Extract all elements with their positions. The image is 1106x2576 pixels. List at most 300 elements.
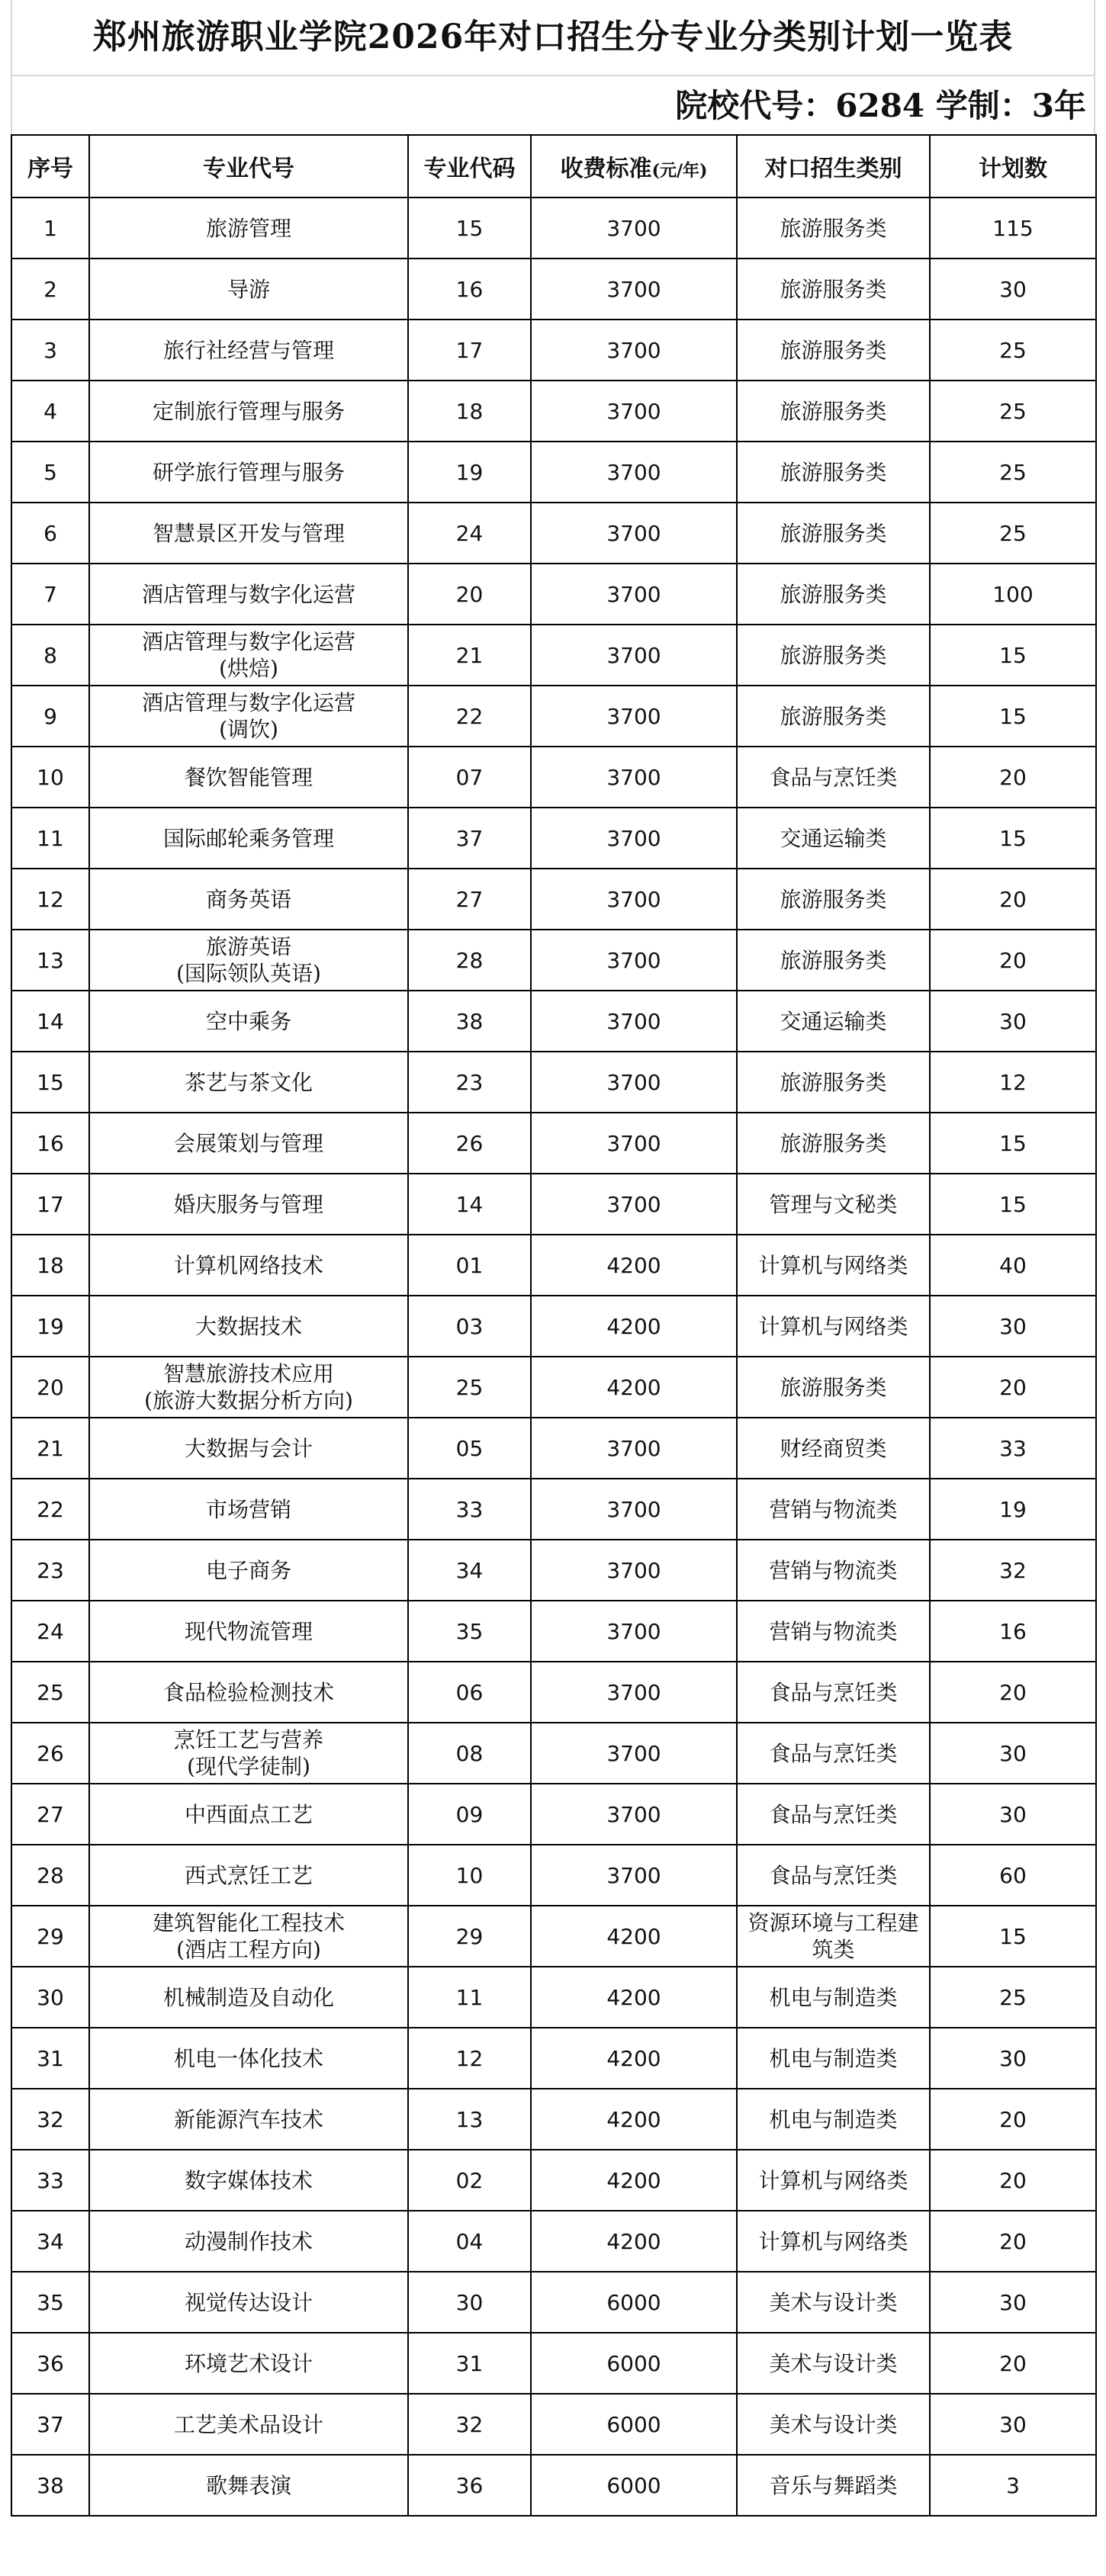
table-row bbox=[11, 442, 1096, 503]
table-row bbox=[11, 2272, 1096, 2333]
cell-seq: 12 bbox=[11, 869, 89, 930]
cell-category-line: 旅游服务类 bbox=[780, 703, 887, 729]
table-row bbox=[11, 1235, 1096, 1296]
cell-major-code: 20 bbox=[408, 564, 531, 625]
cell-major-name-line: (烘焙) bbox=[219, 656, 278, 681]
cell-seq: 3 bbox=[11, 320, 89, 381]
cell-plan: 25 bbox=[930, 503, 1096, 564]
cell-major-code: 31 bbox=[408, 2333, 531, 2394]
cell-category-line: 旅游服务类 bbox=[780, 459, 887, 485]
table-row bbox=[11, 2394, 1096, 2455]
cell-plan: 20 bbox=[930, 1662, 1096, 1723]
cell-major-code: 03 bbox=[408, 1296, 531, 1357]
cell-fee: 3700 bbox=[531, 1052, 737, 1113]
cell-seq: 5 bbox=[11, 442, 89, 503]
cell-category-line: 旅游服务类 bbox=[780, 581, 887, 607]
cell-fee: 3700 bbox=[531, 1113, 737, 1174]
cell-fee: 3700 bbox=[531, 1174, 737, 1235]
cell-major-code: 21 bbox=[408, 625, 531, 686]
cell-fee: 3700 bbox=[531, 564, 737, 625]
cell-major-name bbox=[89, 1357, 408, 1418]
cell-fee: 3700 bbox=[531, 320, 737, 381]
cell-category bbox=[737, 686, 930, 747]
cell-major-name-line: 现代物流管理 bbox=[184, 1618, 313, 1644]
cell-plan: 15 bbox=[930, 686, 1096, 747]
cell-seq: 4 bbox=[11, 381, 89, 442]
table-row bbox=[11, 1113, 1096, 1174]
cell-plan: 15 bbox=[930, 808, 1096, 869]
table-row bbox=[11, 1540, 1096, 1601]
table-row bbox=[11, 1845, 1096, 1906]
cell-plan: 15 bbox=[930, 1113, 1096, 1174]
cell-major-code: 28 bbox=[408, 930, 531, 991]
cell-category-line: 财经商贸类 bbox=[780, 1435, 887, 1461]
cell-major-name bbox=[89, 1174, 408, 1235]
cell-category-line: 旅游服务类 bbox=[780, 886, 887, 912]
cell-fee: 4200 bbox=[531, 1357, 737, 1418]
cell-category bbox=[737, 1784, 930, 1845]
cell-major-code: 30 bbox=[408, 2272, 531, 2333]
cell-major-code: 13 bbox=[408, 2089, 531, 2150]
cell-category bbox=[737, 2394, 930, 2455]
cell-fee: 3700 bbox=[531, 442, 737, 503]
cell-seq: 1 bbox=[11, 198, 89, 259]
table-row bbox=[11, 320, 1096, 381]
cell-major-name-line: (调饮) bbox=[219, 717, 278, 742]
cell-major-name-line: 市场营销 bbox=[205, 1496, 291, 1522]
cell-major-name-line: 酒店管理与数字化运营 bbox=[141, 629, 355, 654]
cell-fee: 3700 bbox=[531, 1723, 737, 1784]
cell-category bbox=[737, 1662, 930, 1723]
cell-seq: 9 bbox=[11, 686, 89, 747]
cell-major-name-line: 烹饪工艺与营养 bbox=[173, 1727, 323, 1752]
cell-fee: 3700 bbox=[531, 930, 737, 991]
cell-plan: 30 bbox=[930, 1723, 1096, 1784]
table-row bbox=[11, 564, 1096, 625]
cell-fee: 3700 bbox=[531, 686, 737, 747]
cell-category bbox=[737, 808, 930, 869]
cell-seq: 35 bbox=[11, 2272, 89, 2333]
cell-major-name-line: (旅游大数据分析方向) bbox=[144, 1388, 353, 1413]
cell-major-name bbox=[89, 1601, 408, 1662]
cell-fee: 4200 bbox=[531, 2028, 737, 2089]
table-row bbox=[11, 991, 1096, 1052]
table-row bbox=[11, 2150, 1096, 2211]
cell-category bbox=[737, 564, 930, 625]
cell-major-name bbox=[89, 625, 408, 686]
table-row bbox=[11, 2089, 1096, 2150]
cell-category-line: 旅游服务类 bbox=[780, 215, 887, 241]
cell-seq: 32 bbox=[11, 2089, 89, 2150]
cell-major-code: 16 bbox=[408, 259, 531, 320]
cell-plan: 25 bbox=[930, 320, 1096, 381]
table-row bbox=[11, 2333, 1096, 2394]
cell-category bbox=[737, 1967, 930, 2028]
header-fee-label: 收费标准 bbox=[560, 156, 652, 182]
table-row bbox=[11, 1906, 1096, 1967]
table-row bbox=[11, 747, 1096, 808]
cell-major-name-line: 计算机网络技术 bbox=[173, 1252, 323, 1278]
cell-fee: 3700 bbox=[531, 1540, 737, 1601]
cell-major-name-line: 歌舞表演 bbox=[205, 2472, 291, 2498]
cell-fee: 6000 bbox=[531, 2333, 737, 2394]
table-row bbox=[11, 2455, 1096, 2516]
table-row bbox=[11, 686, 1096, 747]
cell-major-code: 04 bbox=[408, 2211, 531, 2272]
cell-category bbox=[737, 930, 930, 991]
cell-plan: 16 bbox=[930, 1601, 1096, 1662]
cell-category bbox=[737, 1601, 930, 1662]
cell-category bbox=[737, 991, 930, 1052]
table-row bbox=[11, 503, 1096, 564]
cell-seq: 37 bbox=[11, 2394, 89, 2455]
cell-plan: 32 bbox=[930, 1540, 1096, 1601]
cell-major-code: 05 bbox=[408, 1418, 531, 1479]
cell-major-code: 08 bbox=[408, 1723, 531, 1784]
cell-major-name bbox=[89, 1235, 408, 1296]
cell-major-name-line: 旅行社经营与管理 bbox=[162, 337, 334, 363]
table-row bbox=[11, 1418, 1096, 1479]
cell-major-name-line: 智慧旅游技术应用 bbox=[162, 1361, 334, 1386]
cell-plan: 20 bbox=[930, 2211, 1096, 2272]
cell-category-line: 旅游服务类 bbox=[780, 337, 887, 363]
cell-seq: 8 bbox=[11, 625, 89, 686]
table-row bbox=[11, 1357, 1096, 1418]
cell-fee: 3700 bbox=[531, 625, 737, 686]
table-row bbox=[11, 1967, 1096, 2028]
cell-major-name bbox=[89, 1540, 408, 1601]
table-row bbox=[11, 2028, 1096, 2089]
cell-major-name-line: 视觉传达设计 bbox=[184, 2289, 313, 2315]
cell-major-name-line: 环境艺术设计 bbox=[184, 2350, 313, 2376]
cell-category-line: 食品与烹饪类 bbox=[769, 1679, 898, 1705]
cell-fee: 4200 bbox=[531, 2211, 737, 2272]
cell-category bbox=[737, 2333, 930, 2394]
cell-major-code: 01 bbox=[408, 1235, 531, 1296]
cell-fee: 3700 bbox=[531, 991, 737, 1052]
cell-category-line: 食品与烹饪类 bbox=[769, 1801, 898, 1827]
cell-category bbox=[737, 1235, 930, 1296]
cell-category bbox=[737, 1723, 930, 1784]
cell-plan: 3 bbox=[930, 2455, 1096, 2516]
cell-major-name-line: (酒店工程方向) bbox=[176, 1937, 321, 1962]
cell-category bbox=[737, 1113, 930, 1174]
cell-plan: 20 bbox=[930, 1357, 1096, 1418]
cell-category bbox=[737, 747, 930, 808]
cell-major-name bbox=[89, 2089, 408, 2150]
cell-category-line: 旅游服务类 bbox=[780, 1130, 887, 1156]
cell-major-name-line: 机电一体化技术 bbox=[173, 2045, 323, 2071]
cell-category-line: 食品与烹饪类 bbox=[769, 1740, 898, 1766]
cell-major-name bbox=[89, 2028, 408, 2089]
cell-category-line: 营销与物流类 bbox=[769, 1496, 898, 1522]
cell-seq: 17 bbox=[11, 1174, 89, 1235]
cell-plan: 30 bbox=[930, 2272, 1096, 2333]
cell-seq: 36 bbox=[11, 2333, 89, 2394]
cell-fee: 3700 bbox=[531, 1784, 737, 1845]
cell-major-name bbox=[89, 808, 408, 869]
cell-major-name bbox=[89, 1784, 408, 1845]
cell-major-name bbox=[89, 1296, 408, 1357]
cell-category-line: 管理与文秘类 bbox=[769, 1191, 898, 1217]
enrollment-plan-sheet bbox=[11, 0, 1095, 2517]
cell-plan: 30 bbox=[930, 1784, 1096, 1845]
cell-fee: 4200 bbox=[531, 1296, 737, 1357]
cell-category-line: 计算机与网络类 bbox=[758, 1252, 908, 1278]
cell-category-line: 美术与设计类 bbox=[769, 2350, 898, 2376]
cell-category bbox=[737, 1540, 930, 1601]
cell-category bbox=[737, 1845, 930, 1906]
cell-seq: 21 bbox=[11, 1418, 89, 1479]
cell-major-name-line: 定制旅行管理与服务 bbox=[152, 398, 345, 424]
cell-seq: 34 bbox=[11, 2211, 89, 2272]
cell-major-name bbox=[89, 564, 408, 625]
cell-major-code: 18 bbox=[408, 381, 531, 442]
cell-category bbox=[737, 503, 930, 564]
cell-major-name-line: 新能源汽车技术 bbox=[173, 2106, 323, 2132]
cell-category bbox=[737, 442, 930, 503]
cell-seq: 24 bbox=[11, 1601, 89, 1662]
cell-major-name-line: 酒店管理与数字化运营 bbox=[141, 581, 355, 607]
cell-major-code: 19 bbox=[408, 442, 531, 503]
cell-major-name-line: (国际领队英语) bbox=[176, 961, 321, 986]
cell-seq: 30 bbox=[11, 1967, 89, 2028]
cell-major-name bbox=[89, 2333, 408, 2394]
cell-major-name-line: 婚庆服务与管理 bbox=[173, 1191, 323, 1217]
cell-seq: 2 bbox=[11, 259, 89, 320]
cell-seq: 16 bbox=[11, 1113, 89, 1174]
cell-category bbox=[737, 1479, 930, 1540]
table-row bbox=[11, 1296, 1096, 1357]
cell-major-code: 24 bbox=[408, 503, 531, 564]
cell-fee: 3700 bbox=[531, 869, 737, 930]
cell-major-code: 14 bbox=[408, 1174, 531, 1235]
cell-major-code: 34 bbox=[408, 1540, 531, 1601]
cell-category-line: 美术与设计类 bbox=[769, 2411, 898, 2437]
cell-category-line: 筑类 bbox=[812, 1937, 855, 1962]
cell-seq: 23 bbox=[11, 1540, 89, 1601]
cell-major-name-line: 国际邮轮乘务管理 bbox=[162, 825, 334, 851]
cell-major-name-line: 旅游管理 bbox=[205, 215, 291, 241]
cell-plan: 30 bbox=[930, 1296, 1096, 1357]
cell-plan: 115 bbox=[930, 198, 1096, 259]
cell-category bbox=[737, 2089, 930, 2150]
cell-major-name bbox=[89, 930, 408, 991]
cell-major-name bbox=[89, 2394, 408, 2455]
cell-seq: 22 bbox=[11, 1479, 89, 1540]
table-row bbox=[11, 381, 1096, 442]
cell-fee: 3700 bbox=[531, 1845, 737, 1906]
cell-seq: 28 bbox=[11, 1845, 89, 1906]
cell-category bbox=[737, 1296, 930, 1357]
cell-plan: 33 bbox=[930, 1418, 1096, 1479]
cell-plan: 30 bbox=[930, 991, 1096, 1052]
cell-seq: 6 bbox=[11, 503, 89, 564]
cell-major-name bbox=[89, 1723, 408, 1784]
cell-category-line: 旅游服务类 bbox=[780, 642, 887, 668]
cell-major-name bbox=[89, 381, 408, 442]
cell-seq: 15 bbox=[11, 1052, 89, 1113]
header-major: 专业代号 bbox=[89, 135, 408, 198]
table-row bbox=[11, 625, 1096, 686]
cell-fee: 6000 bbox=[531, 2455, 737, 2516]
cell-category-line: 旅游服务类 bbox=[780, 520, 887, 546]
cell-major-name-line: 茶艺与茶文化 bbox=[184, 1069, 313, 1095]
school-info: 院校代号：6284 学制：3年 bbox=[11, 75, 1095, 134]
cell-seq: 33 bbox=[11, 2150, 89, 2211]
cell-fee: 3700 bbox=[531, 747, 737, 808]
cell-plan: 100 bbox=[930, 564, 1096, 625]
cell-category-line: 计算机与网络类 bbox=[758, 2228, 908, 2254]
cell-major-name-line: 酒店管理与数字化运营 bbox=[141, 690, 355, 715]
cell-category bbox=[737, 1906, 930, 1967]
cell-major-name-line: 空中乘务 bbox=[205, 1008, 291, 1034]
table-row bbox=[11, 1052, 1096, 1113]
table-row bbox=[11, 1479, 1096, 1540]
cell-major-name-line: 数字媒体技术 bbox=[184, 2167, 313, 2193]
cell-major-code: 11 bbox=[408, 1967, 531, 2028]
cell-major-name bbox=[89, 1418, 408, 1479]
cell-category bbox=[737, 1357, 930, 1418]
cell-seq: 14 bbox=[11, 991, 89, 1052]
cell-major-code: 32 bbox=[408, 2394, 531, 2455]
table-body bbox=[11, 198, 1096, 2516]
cell-major-code: 27 bbox=[408, 869, 531, 930]
cell-major-name bbox=[89, 1845, 408, 1906]
cell-major-name bbox=[89, 503, 408, 564]
table-header-row bbox=[11, 135, 1096, 198]
cell-major-code: 25 bbox=[408, 1357, 531, 1418]
cell-category bbox=[737, 2455, 930, 2516]
table-row bbox=[11, 198, 1096, 259]
cell-major-name bbox=[89, 1967, 408, 2028]
cell-major-code: 36 bbox=[408, 2455, 531, 2516]
page-title: 郑州旅游职业学院2026年对口招生分专业分类别计划一览表 bbox=[11, 0, 1095, 75]
cell-fee: 4200 bbox=[531, 2150, 737, 2211]
cell-category bbox=[737, 2211, 930, 2272]
cell-plan: 15 bbox=[930, 1174, 1096, 1235]
cell-plan: 15 bbox=[930, 625, 1096, 686]
cell-major-code: 10 bbox=[408, 1845, 531, 1906]
cell-seq: 26 bbox=[11, 1723, 89, 1784]
cell-plan: 20 bbox=[930, 2150, 1096, 2211]
table-row bbox=[11, 808, 1096, 869]
cell-category-line: 旅游服务类 bbox=[780, 398, 887, 424]
cell-major-code: 15 bbox=[408, 198, 531, 259]
cell-category-line: 旅游服务类 bbox=[780, 1374, 887, 1400]
cell-category-line: 美术与设计类 bbox=[769, 2289, 898, 2315]
cell-fee: 3700 bbox=[531, 198, 737, 259]
cell-major-name-line: 中西面点工艺 bbox=[184, 1801, 313, 1827]
cell-category-line: 旅游服务类 bbox=[780, 276, 887, 302]
cell-major-name bbox=[89, 1113, 408, 1174]
cell-category bbox=[737, 259, 930, 320]
cell-major-name-line: 食品检验检测技术 bbox=[162, 1679, 334, 1705]
header-fee-unit: (元/年) bbox=[651, 161, 708, 181]
cell-seq: 7 bbox=[11, 564, 89, 625]
cell-fee: 3700 bbox=[531, 808, 737, 869]
cell-fee: 3700 bbox=[531, 1662, 737, 1723]
cell-major-code: 26 bbox=[408, 1113, 531, 1174]
cell-category-line: 音乐与舞蹈类 bbox=[769, 2472, 898, 2498]
cell-category bbox=[737, 320, 930, 381]
cell-major-name bbox=[89, 2455, 408, 2516]
cell-fee: 3700 bbox=[531, 1479, 737, 1540]
cell-category bbox=[737, 198, 930, 259]
table-row bbox=[11, 1784, 1096, 1845]
cell-plan: 19 bbox=[930, 1479, 1096, 1540]
cell-major-name-line: 西式烹饪工艺 bbox=[184, 1862, 313, 1888]
cell-major-name bbox=[89, 1906, 408, 1967]
cell-major-code: 37 bbox=[408, 808, 531, 869]
cell-plan: 30 bbox=[930, 2028, 1096, 2089]
cell-plan: 40 bbox=[930, 1235, 1096, 1296]
table-row bbox=[11, 1174, 1096, 1235]
cell-category-line: 计算机与网络类 bbox=[758, 1313, 908, 1339]
cell-major-name bbox=[89, 1052, 408, 1113]
table-row bbox=[11, 2211, 1096, 2272]
cell-major-name bbox=[89, 991, 408, 1052]
cell-seq: 29 bbox=[11, 1906, 89, 1967]
cell-category-line: 交通运输类 bbox=[780, 825, 887, 851]
cell-major-name-line: 导游 bbox=[227, 276, 270, 302]
cell-seq: 31 bbox=[11, 2028, 89, 2089]
cell-seq: 10 bbox=[11, 747, 89, 808]
cell-category-line: 旅游服务类 bbox=[780, 1069, 887, 1095]
cell-fee: 4200 bbox=[531, 1235, 737, 1296]
header-category: 对口招生类别 bbox=[737, 135, 930, 198]
cell-plan: 25 bbox=[930, 442, 1096, 503]
cell-category-line: 机电与制造类 bbox=[769, 2106, 898, 2132]
table-row bbox=[11, 869, 1096, 930]
cell-major-name bbox=[89, 1479, 408, 1540]
cell-plan: 60 bbox=[930, 1845, 1096, 1906]
cell-category bbox=[737, 381, 930, 442]
cell-category bbox=[737, 2150, 930, 2211]
cell-seq: 11 bbox=[11, 808, 89, 869]
cell-seq: 27 bbox=[11, 1784, 89, 1845]
cell-major-name bbox=[89, 442, 408, 503]
cell-plan: 12 bbox=[930, 1052, 1096, 1113]
cell-category-line: 营销与物流类 bbox=[769, 1618, 898, 1644]
cell-category-line: 资源环境与工程建 bbox=[748, 1910, 919, 1935]
cell-major-name bbox=[89, 1662, 408, 1723]
cell-major-name-line: 建筑智能化工程技术 bbox=[152, 1910, 345, 1935]
cell-major-name bbox=[89, 259, 408, 320]
cell-major-name-line: 大数据与会计 bbox=[184, 1435, 313, 1461]
cell-category bbox=[737, 625, 930, 686]
cell-seq: 18 bbox=[11, 1235, 89, 1296]
header-code: 专业代码 bbox=[408, 135, 531, 198]
cell-plan: 30 bbox=[930, 2394, 1096, 2455]
cell-plan: 20 bbox=[930, 747, 1096, 808]
cell-major-code: 38 bbox=[408, 991, 531, 1052]
cell-major-code: 02 bbox=[408, 2150, 531, 2211]
cell-category bbox=[737, 869, 930, 930]
cell-plan: 15 bbox=[930, 1906, 1096, 1967]
cell-major-code: 17 bbox=[408, 320, 531, 381]
cell-fee: 3700 bbox=[531, 381, 737, 442]
cell-major-code: 29 bbox=[408, 1906, 531, 1967]
cell-seq: 13 bbox=[11, 930, 89, 991]
cell-plan: 30 bbox=[930, 259, 1096, 320]
cell-major-code: 33 bbox=[408, 1479, 531, 1540]
cell-major-name bbox=[89, 198, 408, 259]
cell-major-code: 35 bbox=[408, 1601, 531, 1662]
cell-fee: 4200 bbox=[531, 2089, 737, 2150]
cell-seq: 20 bbox=[11, 1357, 89, 1418]
cell-major-name-line: 动漫制作技术 bbox=[184, 2228, 313, 2254]
